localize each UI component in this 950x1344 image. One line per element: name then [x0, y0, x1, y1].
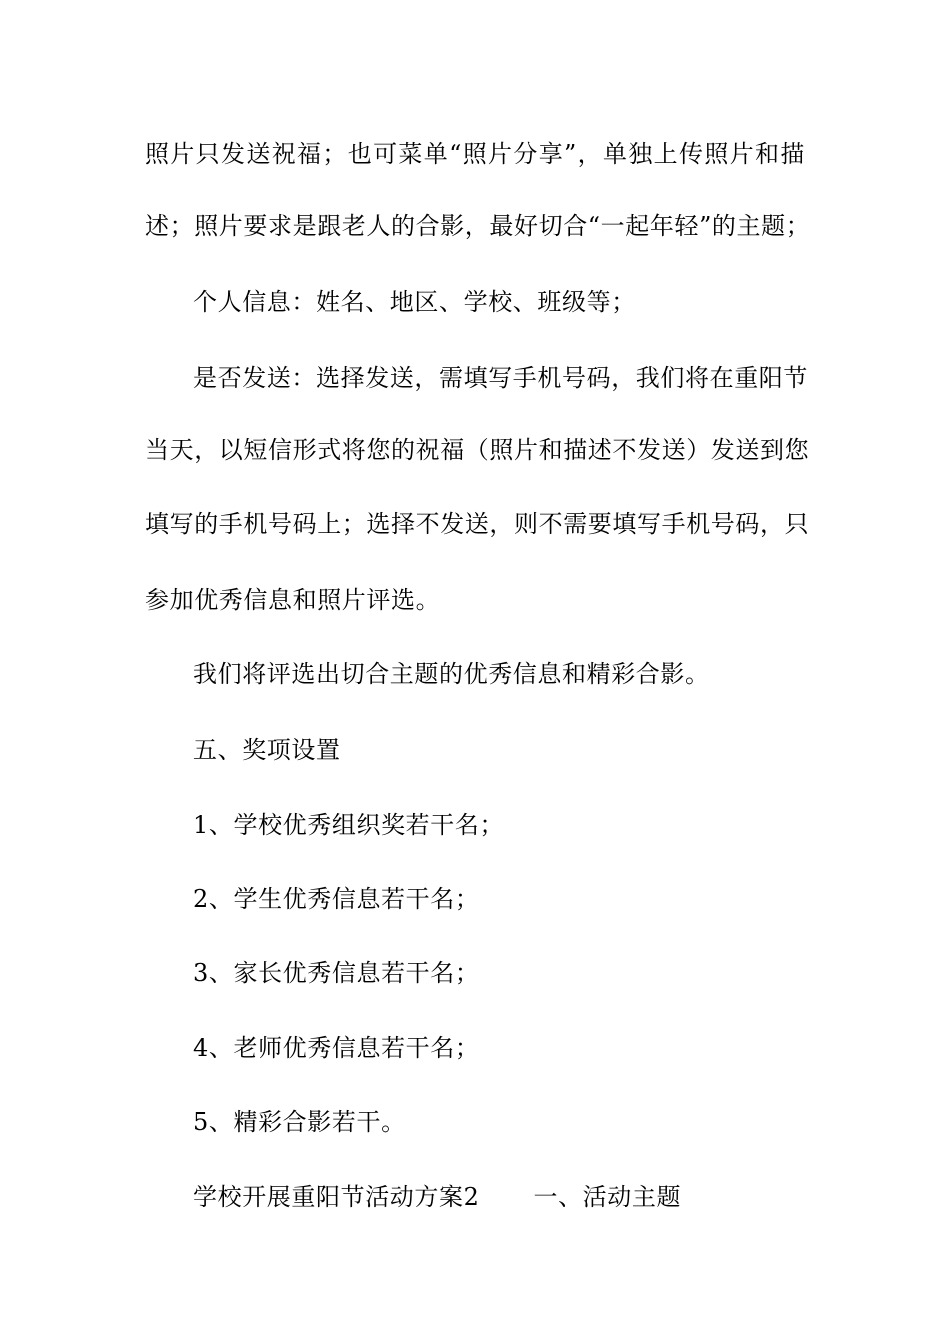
list-item: 1、学校优秀组织奖若干名；: [193, 811, 505, 839]
paragraph-line: 参加优秀信息和照片评选。: [145, 586, 441, 614]
paragraph-line: 是否发送：选择发送，需填写手机号码，我们将在重阳节: [193, 364, 808, 392]
section-heading: 一、活动主题: [533, 1183, 682, 1211]
list-item: 5、精彩合影若干。: [193, 1108, 406, 1136]
paragraph-line: 述；照片要求是跟老人的合影，最好切合“一起年轻”的主题；: [145, 212, 811, 240]
paragraph-line: 当天，以短信形式将您的祝福（照片和描述不发送）发送到您: [145, 436, 810, 464]
document-title: 学校开展重阳节活动方案2: [193, 1183, 480, 1211]
list-item: 2、学生优秀信息若干名；: [193, 885, 480, 913]
paragraph-line: 照片只发送祝福；也可菜单“照片分享”，单独上传照片和描: [145, 140, 805, 168]
list-item: 3、家长优秀信息若干名；: [193, 959, 480, 987]
section-heading: 五、奖项设置: [193, 736, 341, 764]
paragraph-line: 个人信息：姓名、地区、学校、班级等；: [193, 288, 636, 316]
document-title-line: [193, 1181, 805, 1213]
paragraph-line: 填写的手机号码上；选择不发送，则不需要填写手机号码，只: [145, 510, 810, 538]
list-item: 4、老师优秀信息若干名；: [193, 1034, 480, 1062]
paragraph-line: 我们将评选出切合主题的优秀信息和精彩合影。: [193, 660, 710, 688]
